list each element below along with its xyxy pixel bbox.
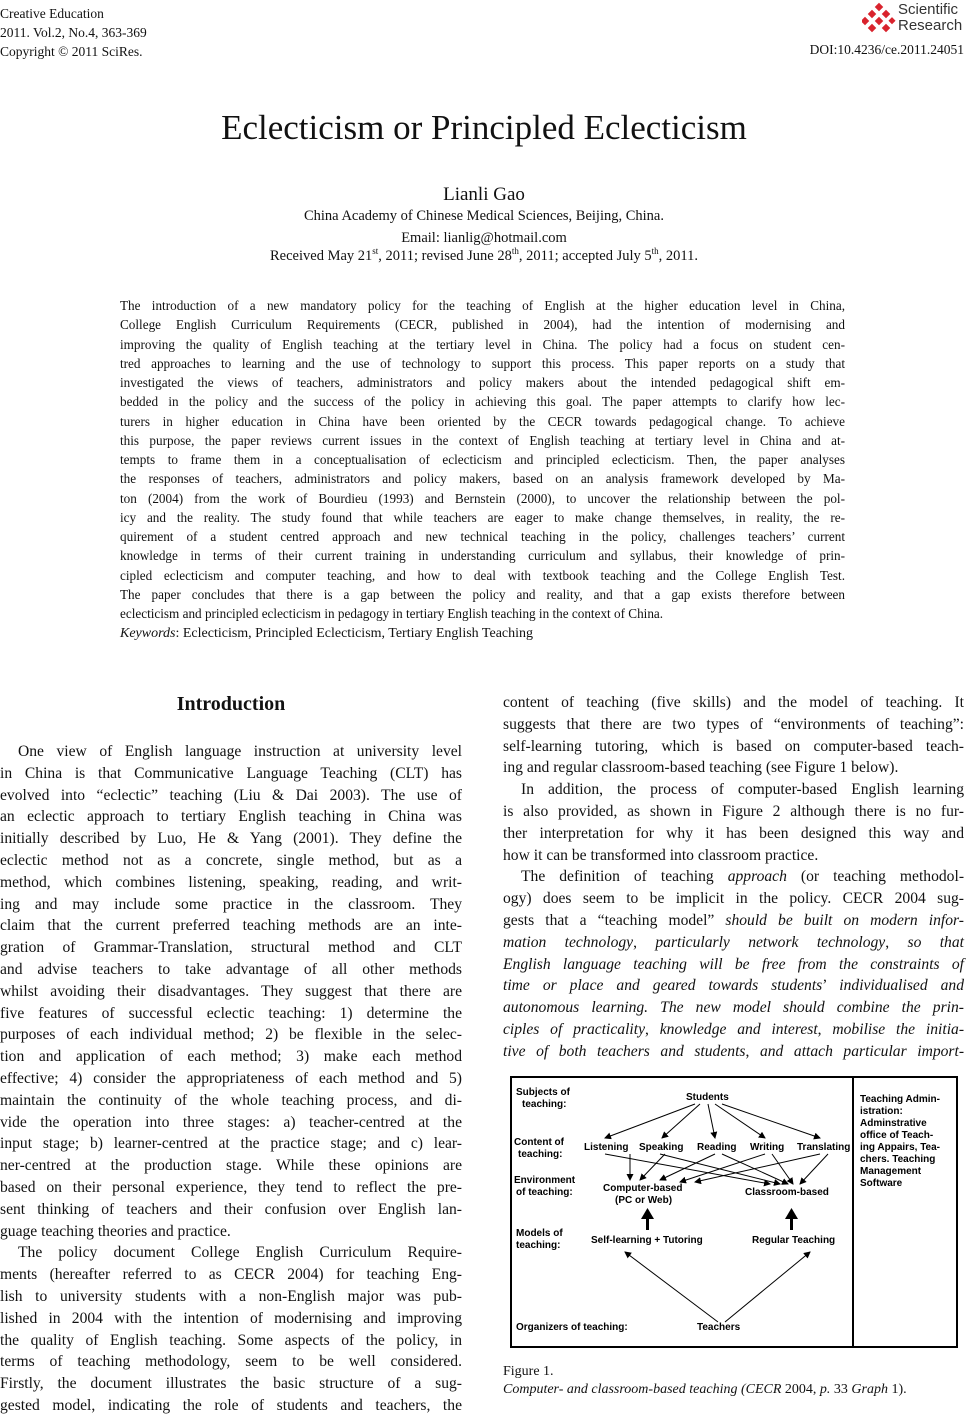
- fig-admin-7: Management: [860, 1166, 922, 1177]
- body-line: sent thinking of teachers and their confusion over English lan-: [0, 1200, 462, 1218]
- fig-label-subjects-2: teaching:: [522, 1099, 567, 1110]
- body-line: in China is that Communicative Language Teaching (CLT) has: [0, 764, 462, 782]
- caption-graph-label: Graph: [851, 1382, 888, 1397]
- revised-text: , 2011; revised June 28: [378, 248, 512, 264]
- caption-text: Computer- and classroom-based teaching (: [503, 1382, 746, 1397]
- journal-name: Creative Education: [0, 6, 104, 21]
- paper-title: Eclecticism or Principled Eclecticism: [221, 108, 747, 147]
- fig-node-teachers: Teachers: [697, 1322, 741, 1333]
- fig-node-regular-teaching: Regular Teaching: [752, 1235, 836, 1246]
- running-header: [0, 4, 147, 61]
- fig-skill-listening: Listening: [584, 1142, 629, 1153]
- body-line: eclectic method not as a concrete, single method, but as a: [0, 851, 462, 869]
- fig-label-content-2: teaching:: [518, 1149, 563, 1160]
- abstract-line: College English Curriculum Requirements (CECR, published in 2004), had the intention of modernising and: [120, 317, 845, 333]
- body-line: terms of teaching methodology, seem to be well considered.: [0, 1353, 462, 1371]
- logo-text-scientific: Scientific: [898, 1, 959, 18]
- body-line: the quality of English teaching. Some aspects of the policy, in: [0, 1331, 462, 1349]
- body-line: autonomous learning. The new model should combine the prin-: [503, 999, 964, 1017]
- abstract-line: bedded in the policy and the success of the policy in achieving this goal. The paper attempts to clarify how lec-: [120, 394, 845, 410]
- body-line: ing and may include some practice in the classroom. They: [0, 895, 462, 913]
- body-line: time or place and geared towards students’ individualised and: [503, 977, 964, 995]
- body-line: input stage; b) learner-centred at the practice stage; and c) lear-: [0, 1135, 462, 1153]
- body-line: effective; 4) consider the appropriateness of each method and 5): [0, 1069, 462, 1087]
- keywords-label: Keywords: [120, 626, 176, 641]
- body-line: maintain the continuity of the whole teaching process, and di-: [0, 1091, 462, 1109]
- accepted-sup: th: [651, 246, 659, 257]
- fig-node-self-learning: Self-learning + Tutoring: [591, 1235, 703, 1246]
- caption-year: 2004,: [781, 1382, 820, 1397]
- body-line: In addition, the process of computer-based English learning: [521, 781, 964, 799]
- figure-caption-label: Figure 1.: [503, 1364, 554, 1379]
- section-heading-introduction: Introduction: [176, 693, 286, 715]
- body-line: One view of English language instruction at university level: [18, 743, 462, 760]
- right-column-body: [503, 692, 964, 1063]
- abstract-line: turers in higher education in China have been oriented by the CECR towards pedagogical change. To achieve: [120, 413, 845, 429]
- doi: DOI:10.4236/ce.2011.24051: [809, 42, 964, 57]
- fig-skill-reading: Reading: [697, 1142, 737, 1153]
- fig-skill-speaking: Speaking: [639, 1142, 684, 1153]
- body-line: five features of successful eclectic teaching: 1) determine the: [0, 1004, 462, 1022]
- email: Email: lianlig@hotmail.com: [401, 230, 567, 246]
- fig-admin-5: ing Appairs, Tea-: [860, 1142, 941, 1153]
- abstract-line: knowledge in terms of their current training in understanding curriculum and syllabus, their knowledge of prin-: [120, 548, 845, 564]
- abstract-line: the responses of teachers, administrators and policy makers, based on an analysis framework developed by Ma-: [120, 471, 845, 487]
- fig-node-computer-based-1: Computer-based: [603, 1183, 683, 1194]
- fig-label-organizers: Organizers of teaching:: [516, 1322, 628, 1333]
- body-line: how it can be transformed into classroom practice.: [503, 846, 819, 864]
- abstract-line: cipled eclecticism and computer teaching, and how to deal with textbook teaching and the College English Test.: [120, 567, 845, 583]
- body-line: initially described by Luo, He & Yang (2001). They define the: [0, 830, 462, 848]
- body-line: ciples of practicality, knowledge and interest, mobilise the initia-: [503, 1020, 965, 1038]
- received-sup: st: [372, 246, 379, 257]
- caption-page-abbr: p.: [819, 1382, 831, 1397]
- body-line: English language teaching will be free from the constraints of: [503, 955, 964, 973]
- body-line: claim that the current preferred teaching methods are an inte-: [0, 917, 462, 935]
- abstract-line: quirement of a student centred approach and new technical teaching in the policy, challenges teachers’ current: [120, 529, 845, 544]
- body-line: lish to university students with a non-English major was pub-: [0, 1287, 462, 1305]
- body-line: gration of Grammar-Translation, structural method and CLT: [0, 939, 462, 957]
- affiliation: China Academy of Chinese Medical Sciences, Beijing, China.: [303, 208, 664, 224]
- body-line: ogy) does seem to be implicit in the policy. CECR 2004 sug-: [503, 890, 964, 908]
- body-line: content of teaching (five skills) and the model of teaching. It: [503, 694, 964, 711]
- abstract-line: improving the quality of English teaching at the tertiary level in China. The policy had a focus on student cen-: [120, 336, 845, 352]
- body-line: tive of both teachers and students, and attach particular import-: [503, 1042, 965, 1060]
- keywords-list: : Eclecticism, Principled Eclecticism, Tertiary English Teaching: [175, 626, 534, 641]
- body-line: mation technology, particularly network technology, so that: [503, 933, 964, 951]
- body-line: tion and application of each method; 3) make each method: [0, 1048, 462, 1066]
- fig-admin-3: Adminstrative: [860, 1118, 927, 1129]
- body-line: Firstly, the document illustrates the basic structure of a sug-: [0, 1375, 462, 1393]
- caption-cite: CECR: [745, 1382, 782, 1397]
- fig-node-students: Students: [686, 1092, 729, 1103]
- fig-skill-translating: Translating: [797, 1142, 851, 1153]
- fig-label-environment-2: of teaching:: [516, 1187, 573, 1198]
- abstract-line: eclecticism and principled eclecticism in pedagogy in tertiary English teaching in the context of China.: [120, 606, 664, 621]
- copyright: Copyright © 2011 SciRes.: [0, 44, 143, 59]
- revised-sup: th: [511, 246, 519, 257]
- body-line: an eclectic approach to tertiary English teaching in China was: [0, 808, 462, 826]
- abstract-line: The paper concludes that there is a gap between the policy and reality, and that a gap exists therefore between: [120, 586, 845, 602]
- abstract-line: The introduction of a new mandatory policy for the teaching of English at the higher education level in China,: [120, 298, 845, 313]
- body-line: vide the operation into three stages: a) teacher-centred at the: [0, 1113, 462, 1131]
- fig-node-classroom-based: Classroom-based: [745, 1187, 829, 1198]
- body-line: gests that a “teaching model” should be built on modern infor-: [503, 911, 964, 929]
- fig-label-subjects-1: Subjects of: [516, 1087, 570, 1098]
- accepted-text: , 2011; accepted July 5: [518, 248, 652, 264]
- figure-1-diagram: [510, 1076, 958, 1348]
- fig-admin-1: Teaching Admin-: [860, 1094, 940, 1105]
- fig-admin-8: Software: [860, 1178, 903, 1189]
- body-line: is also provided, as shown in Figure 2 although there is no fur-: [503, 802, 964, 820]
- caption-graph-number: 1).: [887, 1382, 907, 1397]
- body-line: ing and regular classroom-based teaching (see Figure 1 below).: [503, 759, 899, 777]
- body-line: lished in 2004 with the intention of modernising and improving: [0, 1309, 462, 1327]
- fig-label-models-1: Models of: [516, 1228, 563, 1239]
- caption-page: 33: [830, 1382, 852, 1397]
- figure-caption: [503, 1380, 907, 1399]
- fig-admin-6: chers. Teaching: [860, 1154, 936, 1165]
- body-line: gested model, indicating the role of students and teachers, the: [0, 1396, 462, 1414]
- year-text: , 2011.: [658, 248, 698, 264]
- fig-label-environment-1: Environment: [514, 1175, 576, 1186]
- fig-label-models-2: teaching:: [516, 1240, 561, 1251]
- body-line: suggests that there are two types of “environments of teaching”:: [503, 715, 964, 733]
- received-dates: [0, 248, 968, 265]
- abstract-line: tempts to frame them in a conceptualisation of eclecticism and principled eclecticism. Then, the paper analyses: [120, 452, 845, 467]
- left-column-body: [0, 741, 462, 1417]
- publisher-logo-icon: [862, 2, 896, 36]
- body-line: self-learning tutoring, which is based on computer-based teach-: [503, 737, 964, 755]
- body-line: ther interpretation for why it has been designed this way and: [503, 824, 964, 842]
- keywords: [120, 626, 533, 642]
- publisher-logo: [862, 0, 962, 40]
- author-name: Lianli Gao: [443, 184, 525, 205]
- body-line: whilst avoiding their disadvantages. They suggest that there are: [0, 982, 462, 1000]
- fig-skill-writing: Writing: [750, 1142, 785, 1153]
- body-line: ments (hereafter referred to as CECR 2004) for teaching Eng-: [0, 1266, 462, 1284]
- body-line: evolved into “eclectic” teaching (Liu & Dai 2003). The use of: [0, 786, 462, 804]
- logo-text-research: Research: [898, 17, 963, 34]
- body-line: and advise teachers to take advantage of all other methods: [0, 960, 462, 978]
- abstract-line: icy and the reality. The study found that while teachers are eager to make change themselves, in reality, the re-: [120, 509, 845, 525]
- abstract-line: this purpose, the paper reviews current issues in the context of English teaching at tertiary level in China and at-: [120, 432, 845, 448]
- body-line: based on their personal experience, they tend to reflect the pre-: [0, 1178, 462, 1196]
- body-line: The policy document College English Curriculum Require-: [18, 1244, 462, 1262]
- received-text: Received May 21: [270, 248, 373, 264]
- abstract-line: investigated the views of teachers, administrators and policy makers about the intended pedagogical shift em-: [120, 375, 845, 390]
- abstract-line: ton (2004) from the work of Bourdieu (1993) and Bernstein (2000), to uncover the relationship between the pol-: [120, 490, 845, 506]
- body-line: purposes of each individual method; 2) be flexible in the selec-: [0, 1026, 462, 1044]
- abstract-line: tred approaches to learning and the use of technology to support this process. This paper reports on a study that: [120, 355, 845, 371]
- fig-label-content-1: Content of: [514, 1137, 564, 1148]
- fig-admin-2: istration:: [860, 1106, 903, 1117]
- body-line: guage teaching theories and practice.: [0, 1222, 231, 1240]
- journal-volume: 2011. Vol.2, No.4, 363-369: [0, 25, 147, 40]
- body-line: method, which combines listening, speaking, reading, and writ-: [0, 873, 462, 891]
- fig-admin-4: office of Teach-: [860, 1130, 934, 1141]
- body-line: The definition of teaching approach (or teaching methodol-: [521, 868, 965, 886]
- abstract: [120, 296, 845, 623]
- fig-node-computer-based-2: (PC or Web): [615, 1195, 673, 1206]
- body-line: ner-centred at the production stage. While these opinions are: [0, 1157, 462, 1175]
